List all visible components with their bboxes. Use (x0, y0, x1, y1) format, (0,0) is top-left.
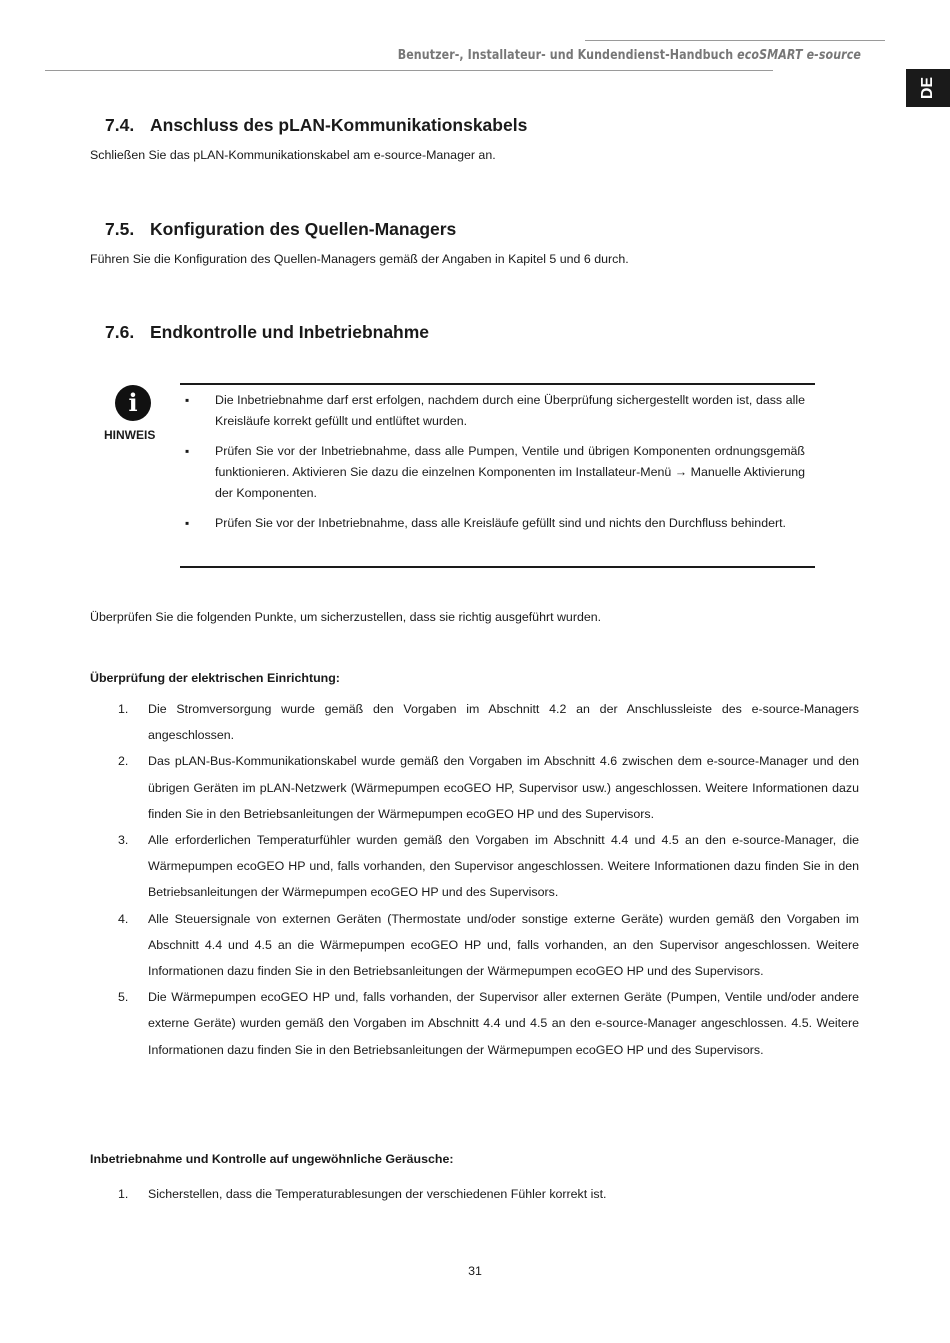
section-number: 7.5. (105, 219, 135, 239)
section-title: Konfiguration des Quellen-Managers (150, 219, 457, 239)
running-header (398, 47, 861, 63)
notice-list (185, 390, 805, 543)
section-number: 7.4. (105, 115, 135, 135)
section-text-7-4: Schließen Sie das pLAN-Kommunikationskabel am e-source-Manager an. (90, 148, 496, 162)
page-number: 31 (468, 1264, 482, 1278)
list-item: 2. Das pLAN-Bus-Kommunikationskabel wurde gemäß den Vorgaben im Abschnitt 4.6 zwischen dem e-source-Manager und den übrigen Geräten im pLAN-Netzwerk (Wärmepumpen ecoGEO HP, Supervisor usw.) angeschlossen. Weitere Informationen dazu finden Sie in den Betriebsanleitungen der Wärmepumpen ecoGEO HP und des Supervisors. (118, 754, 859, 821)
header-rule-top (585, 40, 885, 41)
notice-item: ▪ Prüfen Sie vor der Inbetriebnahme, dass alle Pumpen, Ventile und übrigen Komponenten ordnungsgemäß funktionieren. Aktivieren Sie dazu die einzelnen Komponenten im Installateur-Menü → Manuelle Aktivierung der Komponenten. (185, 441, 805, 504)
section-text-7-5: Führen Sie die Konfiguration des Quellen-Managers gemäß der Angaben in Kapitel 5 und 6 durch. (90, 252, 629, 266)
notice-item: ▪ Die Inbetriebnahme darf erst erfolgen, nachdem durch eine Überprüfung sichergestellt worden ist, dass alle Kreisläufe korrekt gefüllt und entlüftet wurden. (185, 390, 805, 432)
section-title: Endkontrolle und Inbetriebnahme (150, 322, 430, 342)
list-item: 3. Alle erforderlichen Temperaturfühler wurden gemäß den Vorgaben im Abschnitt 4.4 und 4.5 an den e-source-Manager, die Wärmepumpen ecoGEO HP und, falls vorhanden, den Supervisor angeschlossen. Weitere Informationen dazu finden Sie in den Betriebsanleitungen der Wärmepumpen ecoGEO HP und des Supervisors. (118, 833, 859, 900)
commissioning-list (118, 1181, 859, 1207)
info-icon: i (115, 385, 151, 421)
section-heading-7-6 (105, 322, 429, 343)
section-heading-7-4 (105, 115, 527, 136)
notice-item: ▪ Prüfen Sie vor der Inbetriebnahme, dass alle Kreisläufe gefüllt sind und nichts den Durchfluss behindert. (185, 513, 805, 534)
header-title: Benutzer-, Installateur- und Kundendienst-Handbuch (397, 47, 734, 63)
notice-label: HINWEIS (104, 428, 156, 442)
list-item: 5. Die Wärmepumpen ecoGEO HP und, falls vorhanden, der Supervisor aller externen Geräte (Pumpen, Ventile und/oder andere externe Geräte) wurden gemäß den Vorgaben im Abschnitt 4.4 und 4.5 an den e-source-Manager angeschlossen. 4.5. Weitere Informationen dazu finden Sie in den Betriebsanleitungen der Wärmepumpen ecoGEO HP und des Supervisors. (118, 990, 859, 1057)
notice-rule-top (180, 383, 815, 385)
notice-rule-bottom (180, 566, 815, 568)
electrical-list (118, 696, 859, 1063)
section-number: 7.6. (105, 322, 135, 342)
header-rule-bottom (45, 70, 773, 71)
electrical-heading: Überprüfung der elektrischen Einrichtung: (90, 671, 340, 685)
header-brand: ecoSMART e-source (737, 47, 861, 63)
language-tab (906, 69, 950, 107)
check-intro: Überprüfen Sie die folgenden Punkte, um sicherzustellen, dass sie richtig ausgeführt wurden. (90, 610, 602, 624)
section-title: Anschluss des pLAN-Kommunikationskabels (150, 115, 528, 135)
list-item: 1. Sicherstellen, dass die Temperaturablesungen der verschiedenen Fühler korrekt ist. (118, 1187, 607, 1201)
section-heading-7-5 (105, 219, 456, 240)
commissioning-heading: Inbetriebnahme und Kontrolle auf ungewöhnliche Geräusche: (90, 1152, 454, 1166)
list-item: 1. Die Stromversorgung wurde gemäß den Vorgaben im Abschnitt 4.2 an der Anschlussleiste des e-source-Managers angeschlossen. (118, 702, 859, 743)
list-item: 4. Alle Steuersignale von externen Geräten (Thermostate und/oder sonstige externe Geräte) wurden gemäß den Vorgaben im Abschnitt 4.4 und 4.5 an die Wärmepumpen ecoGEO HP und, falls vorhanden, an den Supervisor angeschlossen. Weitere Informationen dazu finden Sie in den Betriebsanleitungen der Wärmepumpen ecoGEO HP und des Supervisors. (118, 911, 859, 979)
language-tab-label: DE (918, 76, 936, 100)
